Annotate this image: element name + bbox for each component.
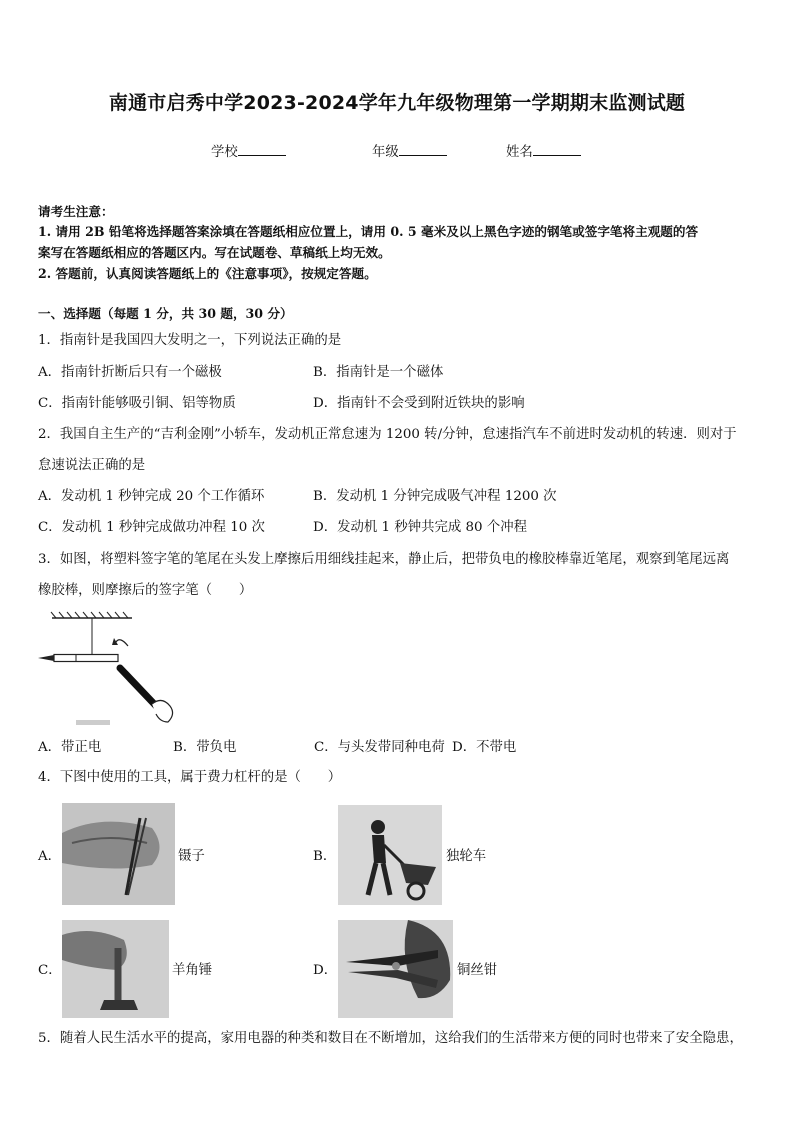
q4-option-d-label: 铜丝钳 <box>457 963 498 978</box>
wire-pliers-image <box>338 920 453 1018</box>
tweezers-image <box>62 803 175 905</box>
notice-heading: 请考生注意： <box>38 204 114 219</box>
name-blank <box>533 143 581 156</box>
school-blank <box>238 143 286 156</box>
section-heading: 一、选择题（每题 1 分，共 30 题，30 分） <box>38 306 293 321</box>
grade-blank <box>399 143 447 156</box>
q2-option-a: A．发动机 1 秒钟完成 20 个工作循环 <box>38 489 265 504</box>
school-field <box>211 141 286 160</box>
q2-option-c: C．发动机 1 秒钟完成做功冲程 10 次 <box>38 520 265 535</box>
q4-option-a: A． <box>38 849 62 864</box>
name-field <box>506 141 581 160</box>
wheelbarrow-image <box>338 805 442 905</box>
q2-stem-line-1: 2．我国自主生产的“吉利金刚”小轿车，发动机正常怠速为 1200 转/分钟，怠速指汽车不前进时发动机的转速．则对于 <box>38 427 737 442</box>
notice-line-3: 2. 答题前，认真阅读答题纸上的《注意事项》，按规定答题。 <box>38 266 377 281</box>
q3-stem-line-1: 3．如图，将塑料签字笔的笔尾在头发上摩擦后用细线挂起来，静止后，把带负电的橡胶棒靠近笔尾，观察到笔尾远离 <box>38 552 730 567</box>
q4-option-b: B． <box>313 849 337 864</box>
page-title: 南通市启秀中学2023-2024学年九年级物理第一学期期末监测试题 <box>108 92 686 114</box>
q2-stem-line-2: 怠速说法正确的是 <box>38 458 146 473</box>
grade-label: 年级 <box>372 145 399 160</box>
q4-option-c-label: 羊角锤 <box>172 963 213 978</box>
q4-stem: 4．下图中使用的工具，属于费力杠杆的是（ ） <box>38 770 342 785</box>
q4-option-d: D． <box>313 963 338 978</box>
q2-option-d: D．发动机 1 秒钟共完成 80 个冲程 <box>313 520 528 535</box>
q3-option-c: C．与头发带同种电荷 <box>314 740 445 755</box>
q3-option-b: B．带负电 <box>173 740 237 755</box>
notice-line-2: 案写在答题纸相应的答题区内。写在试题卷、草稿纸上均无效。 <box>38 245 391 260</box>
name-label: 姓名 <box>506 145 533 160</box>
q4-option-b-label: 独轮车 <box>446 849 487 864</box>
notice-line-1: 1. 请用 2B 铅笔将选择题答案涂填在答题纸相应位置上，请用 0. 5 毫米及以上黑色字迹的钢笔或签字笔将主观题的答 <box>38 224 699 239</box>
q4-option-c: C． <box>38 963 62 978</box>
grade-field <box>372 141 447 160</box>
school-label: 学校 <box>211 145 238 160</box>
q3-stem-line-2: 橡胶棒，则摩擦后的签字笔（ ） <box>38 583 253 598</box>
claw-hammer-image <box>62 920 169 1018</box>
q4-option-a-label: 镊子 <box>178 849 205 864</box>
q2-option-b: B．发动机 1 分钟完成吸气冲程 1200 次 <box>313 489 557 504</box>
q3-pen-figure <box>36 610 186 730</box>
q1-option-b: B．指南针是一个磁体 <box>313 365 444 380</box>
q1-stem: 1．指南针是我国四大发明之一，下列说法正确的是 <box>38 333 342 348</box>
q1-option-a: A．指南针折断后只有一个磁极 <box>38 365 222 380</box>
q3-option-a: A．带正电 <box>38 740 102 755</box>
q1-option-c: C．指南针能够吸引铜、铝等物质 <box>38 396 236 411</box>
q3-option-d: D．不带电 <box>452 740 517 755</box>
q5-stem: 5．随着人民生活水平的提高，家用电器的种类和数目在不断增加，这给我们的生活带来方便的同时也带来了安全隐患， <box>38 1031 743 1046</box>
q1-option-d: D．指南针不会受到附近铁块的影响 <box>313 396 525 411</box>
